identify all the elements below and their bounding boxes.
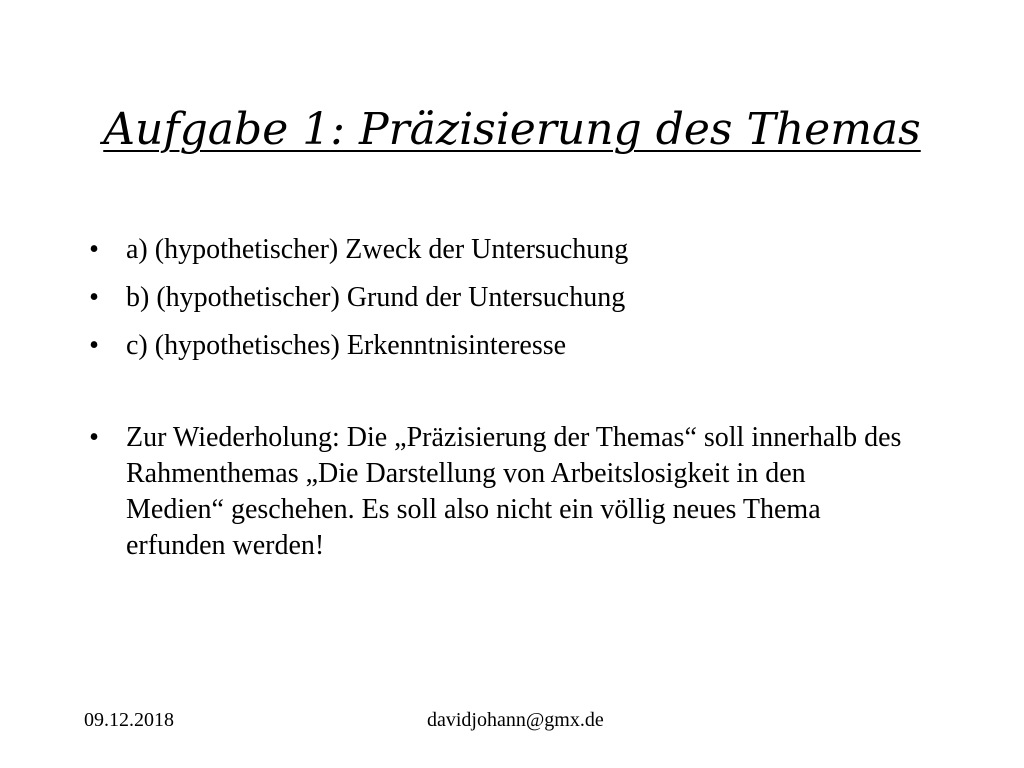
footer-email: davidjohann@gmx.de [427, 709, 604, 731]
bullet-list [84, 232, 904, 576]
footer-date: 09.12.2018 [84, 709, 174, 731]
slide-title: Aufgabe 1: Präzisierung des Themas [103, 104, 921, 155]
bullet-item-b [84, 280, 904, 316]
bullet-text-c: c) (hypothetisches) Erkenntnisinteresse [126, 330, 567, 361]
bullet-text-b: b) (hypothetischer) Grund der Untersuchung [126, 282, 626, 313]
bullet-icon: • [89, 330, 99, 361]
bullet-icon: • [89, 234, 99, 265]
bullet-item-c [84, 328, 904, 364]
bullet-icon: • [89, 282, 99, 313]
bullet-item-note [84, 420, 904, 564]
bullet-icon: • [89, 422, 99, 453]
bullet-text-note: Zur Wiederholung: Die „Präzisierung der Themas“ soll innerhalb des Rahmenthemas „Die Darstellung von Arbeitslosigkeit in den Medien“ geschehen. Es soll also nicht ein völlig neues Thema erfunden werden! [126, 422, 902, 561]
bullet-text-a: a) (hypothetischer) Zweck der Untersuchung [126, 234, 629, 265]
bullet-item-a [84, 232, 904, 268]
